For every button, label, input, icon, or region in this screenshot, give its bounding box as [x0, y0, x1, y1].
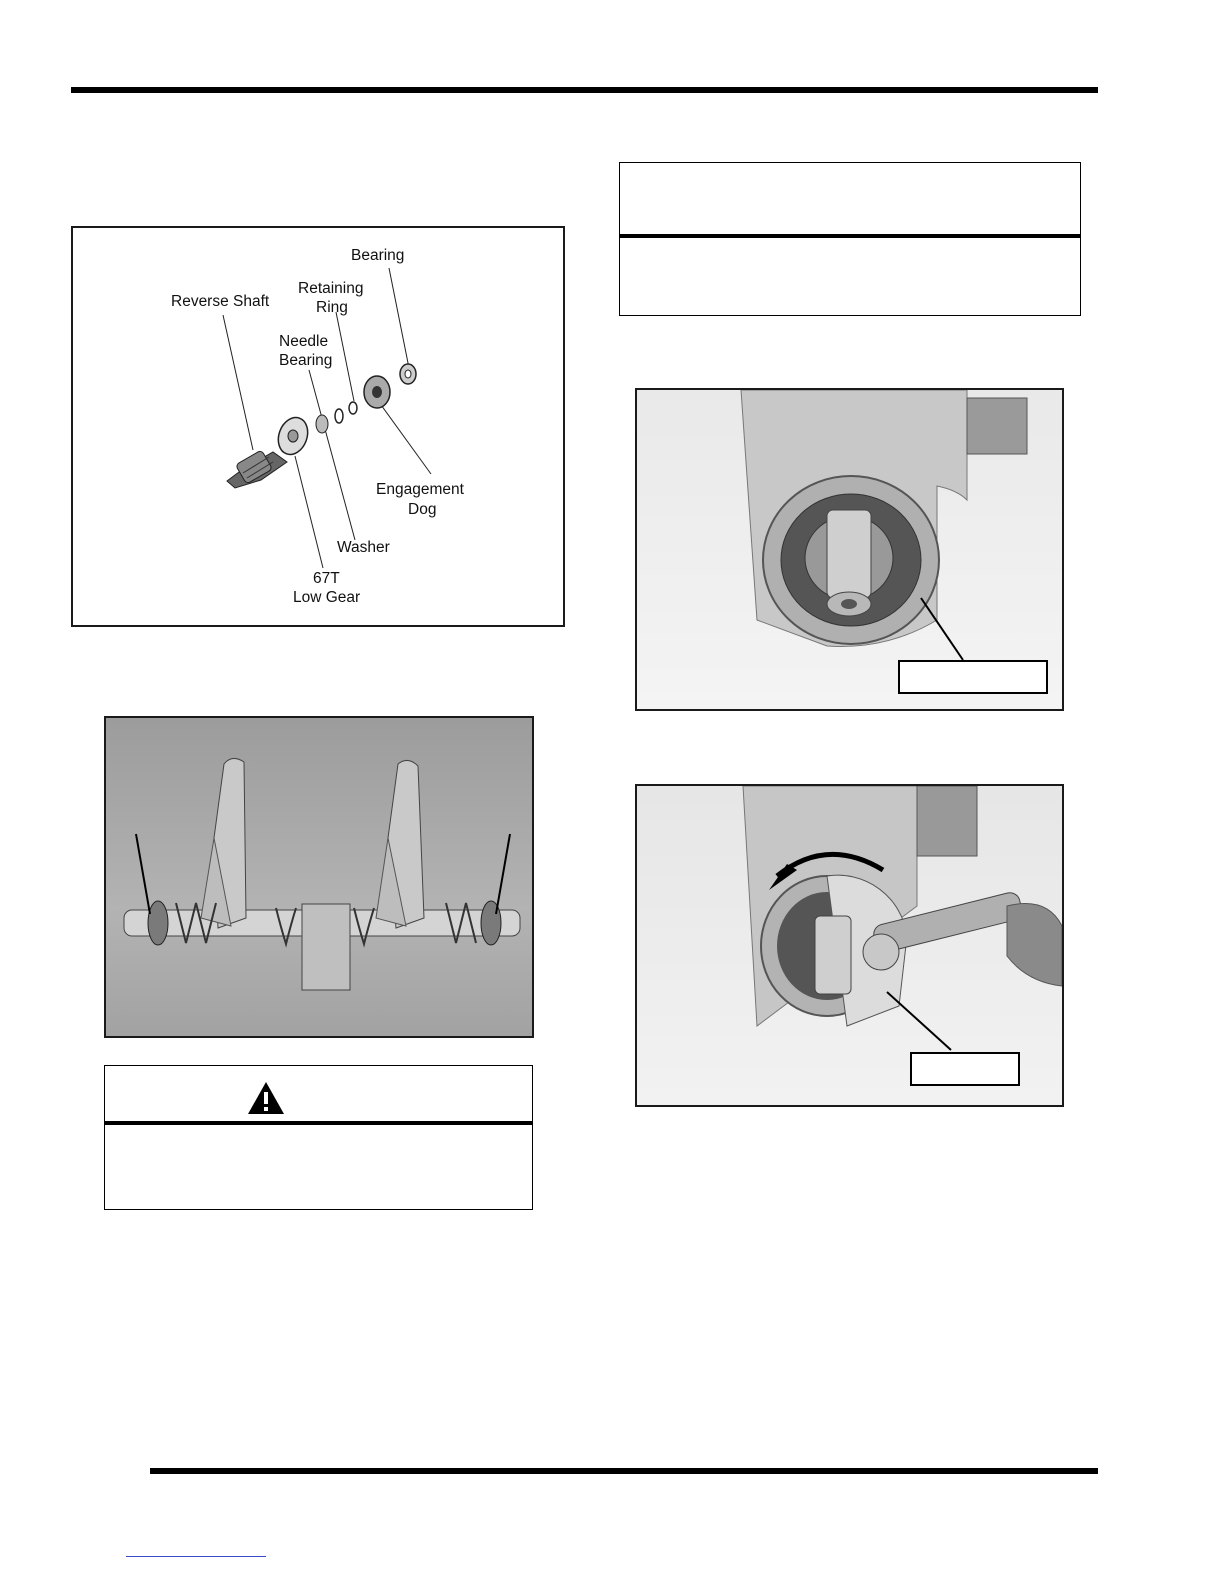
note-box [619, 162, 1081, 316]
label-engagement-dog-1: Engagement [376, 481, 464, 498]
header-rule [71, 87, 1098, 93]
label-low-gear-2: Low Gear [293, 589, 361, 606]
warning-box [104, 1065, 533, 1210]
label-needle-bearing-1: Needle [279, 333, 329, 350]
note-divider [620, 234, 1080, 238]
label-low-gear-1: 67T [313, 570, 340, 587]
label-engagement-dog-2: Dog [408, 501, 437, 518]
housing-callout-box [898, 660, 1048, 694]
label-washer: Washer [337, 539, 390, 556]
label-retaining-ring-2: Ring [316, 299, 348, 316]
shift-shaft-drawing [106, 718, 532, 1036]
wrench-callout-box [910, 1052, 1020, 1086]
wrench-photo [635, 784, 1064, 1107]
label-bearing: Bearing [351, 247, 405, 264]
warning-triangle-icon [246, 1080, 286, 1116]
exploded-diagram [71, 226, 565, 627]
label-retaining-ring-1: Retaining [298, 280, 364, 297]
warning-divider [105, 1121, 532, 1125]
housing-photo [635, 388, 1064, 711]
footer-link[interactable] [126, 1556, 266, 1557]
shift-shaft-photo [104, 716, 534, 1038]
label-needle-bearing-2: Bearing [279, 352, 333, 369]
label-reverse-shaft: Reverse Shaft [171, 293, 270, 310]
footer-rule [150, 1468, 1098, 1474]
